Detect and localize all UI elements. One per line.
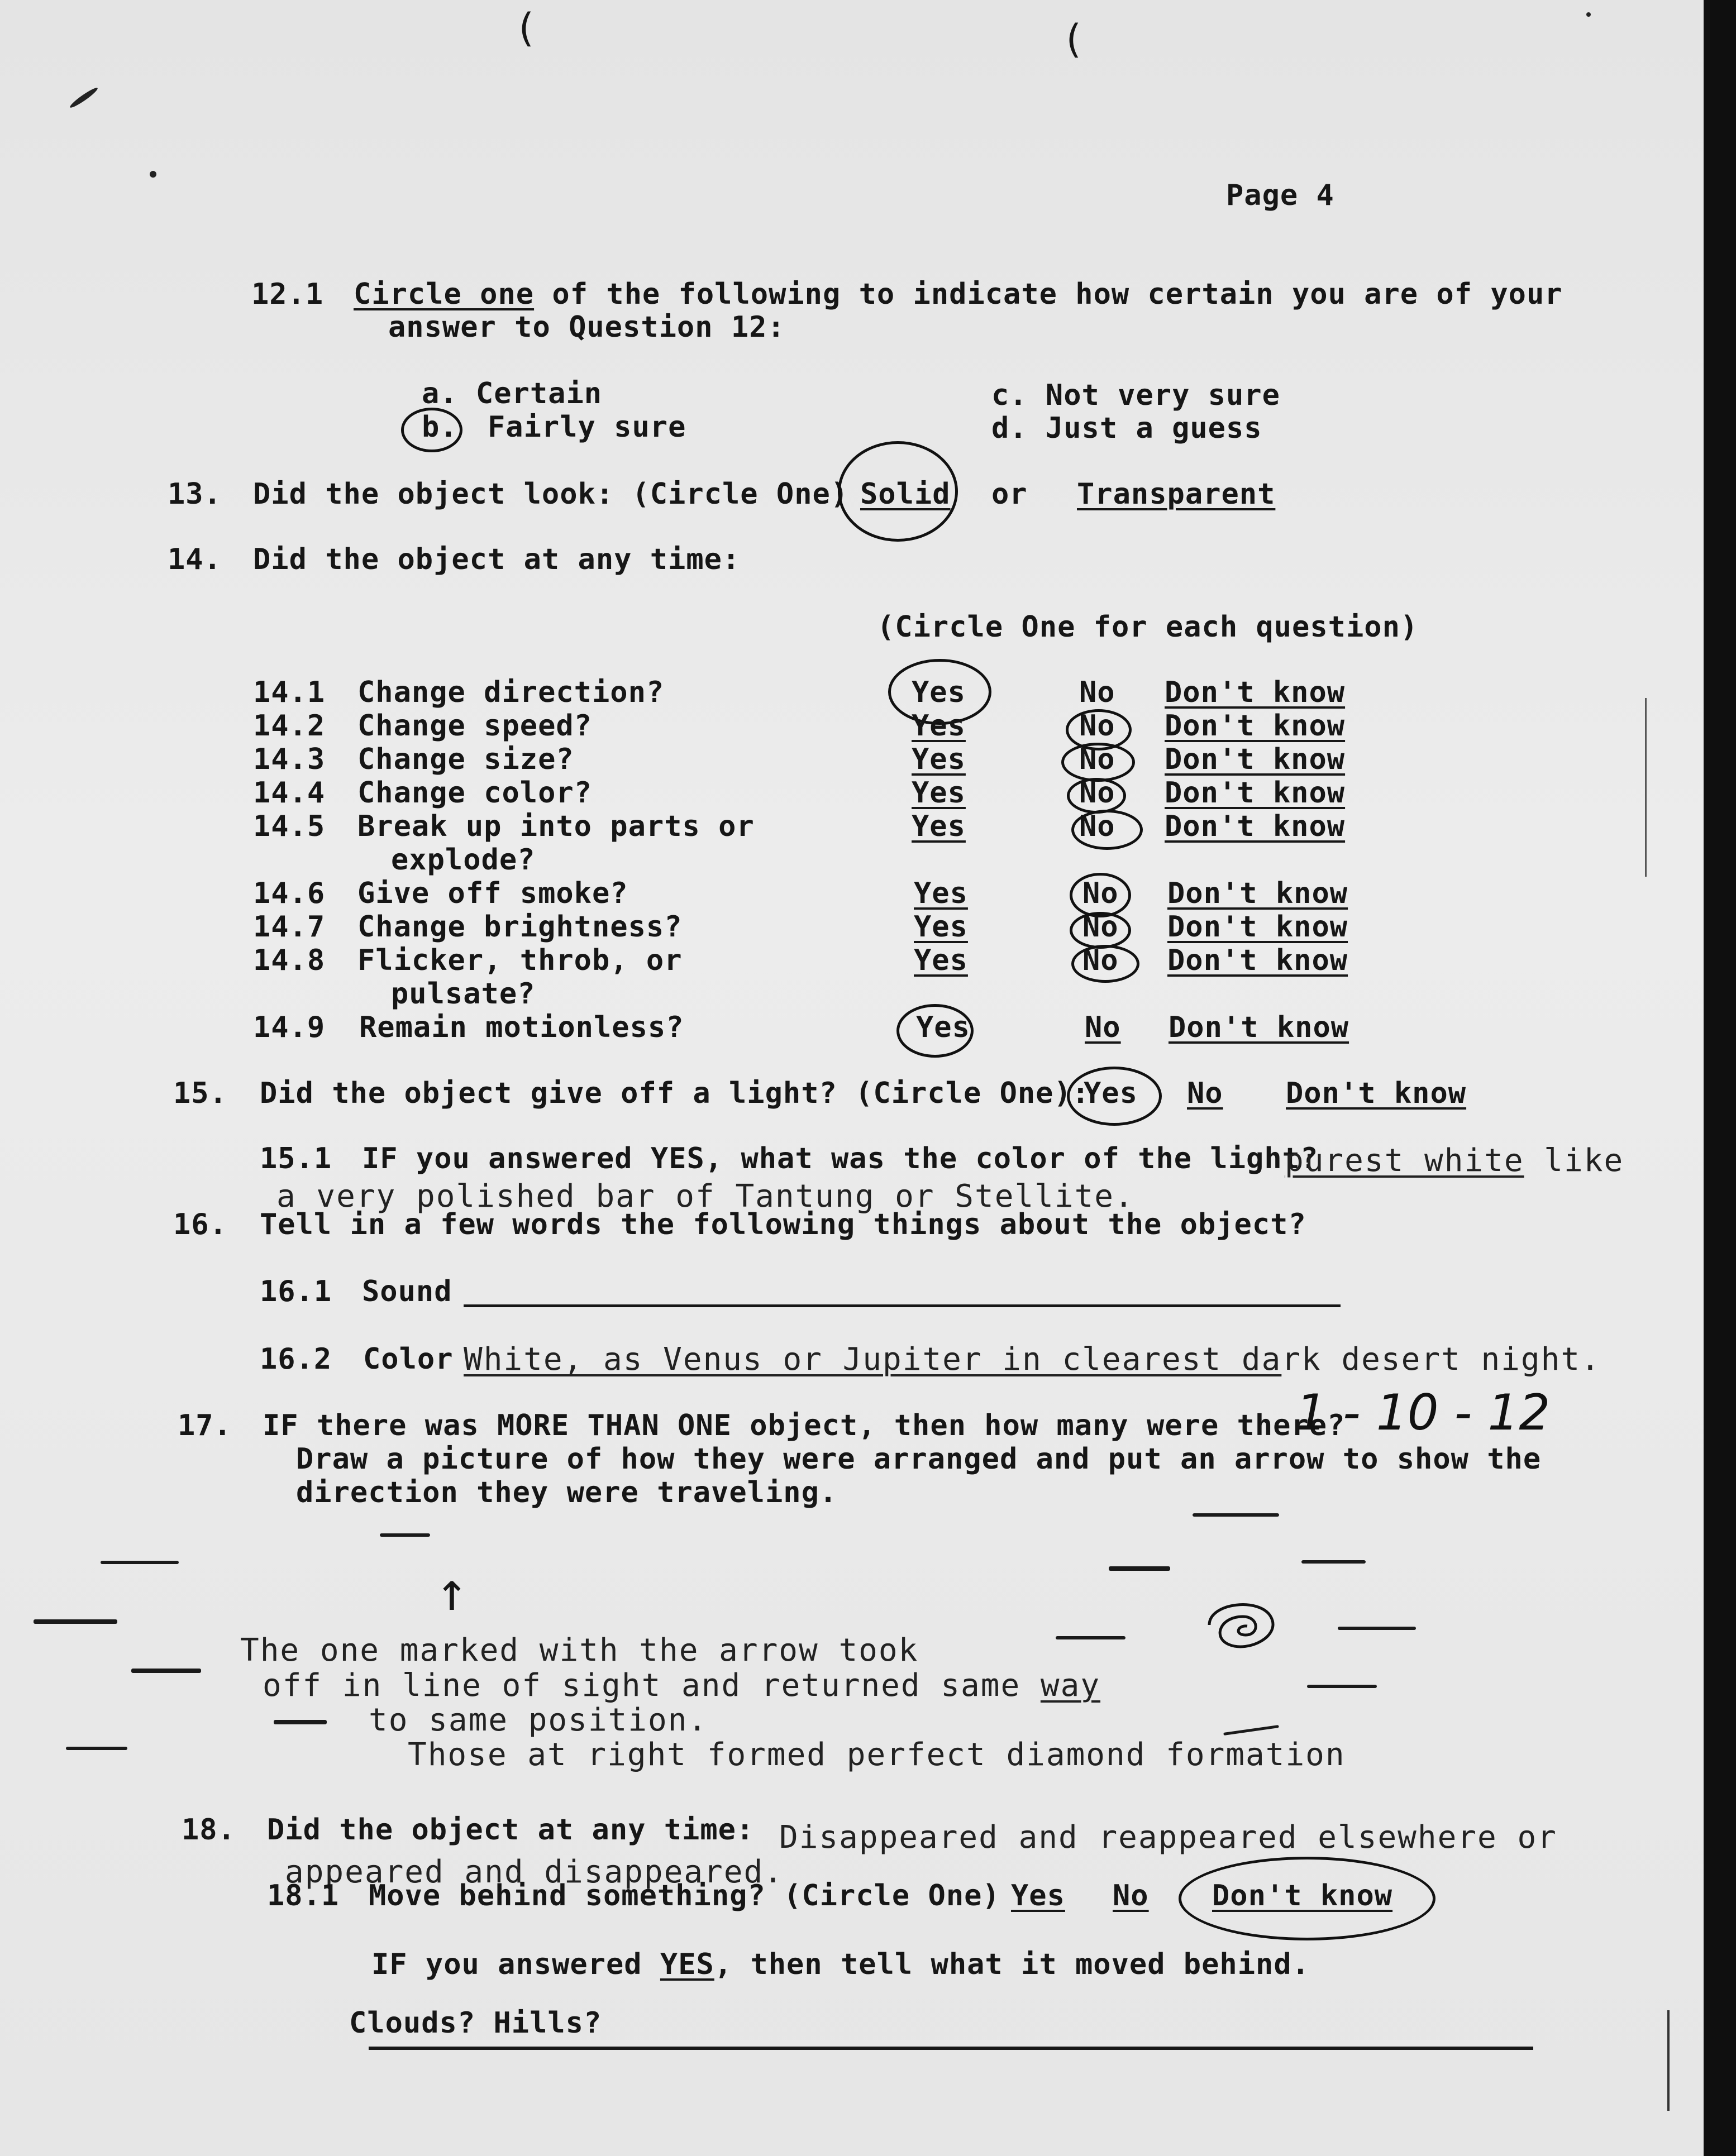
paper-speck (1586, 12, 1591, 17)
q16-number: 16. (173, 1208, 227, 1241)
scan-border (1704, 0, 1736, 2156)
q15-1-number: 15.1 (260, 1142, 332, 1175)
drawn-object (380, 1533, 430, 1537)
q15-text: Did the object give off a light? (Circle One): (260, 1077, 1090, 1110)
q14-item-no: No (1079, 709, 1115, 743)
drawing-note: The one marked with the arrow took (240, 1632, 919, 1669)
q12-1-option-b-letter: b. (422, 410, 458, 444)
answer-circle (401, 408, 462, 452)
answer-circle (896, 1004, 974, 1058)
answer-circle (1071, 810, 1143, 850)
q18-1-followup: IF you answered YES, then tell what it moved behind. (371, 1948, 1310, 1981)
q17-number: 17. (178, 1409, 232, 1442)
q14-item-question: Flicker, throb, or (357, 944, 683, 977)
q14-item-yes: Yes (914, 877, 968, 910)
q16-1-answer-line (464, 1304, 1341, 1307)
q13-option-transparent: Transparent (1077, 477, 1276, 511)
answer-circle (1179, 1857, 1435, 1940)
q14-item-dont-know: Don't know (1165, 776, 1346, 810)
q18-text: Did the object at any time: (267, 1813, 755, 1847)
q14-item-question-cont: explode? (391, 843, 536, 877)
q14-item-yes: Yes (916, 1011, 970, 1044)
drawn-object (1307, 1685, 1377, 1688)
q15-1-answer-cont: a very polished bar of Tantung or Stellite. (276, 1178, 1134, 1215)
q14-item-dont-know: Don't know (1167, 877, 1348, 910)
scribble-object-icon (1198, 1591, 1287, 1658)
drawn-object (1056, 1636, 1125, 1639)
drawn-object (1109, 1566, 1170, 1571)
q16-2-answer: White, as Venus or Jupiter in clearest dark desert night. (464, 1341, 1601, 1378)
margin-mark (1645, 698, 1647, 877)
drawn-object (1301, 1560, 1366, 1564)
drawn-object (34, 1619, 117, 1624)
q13-or: or (991, 477, 1028, 511)
q12-1-text-cont: answer to Question 12: (388, 310, 785, 344)
q15-1-text: IF you answered YES, what was the color of the light? (362, 1142, 1319, 1175)
q14-item-dont-know: Don't know (1165, 743, 1346, 776)
q12-1-option-c: c. Not very sure (991, 379, 1280, 412)
q14-item-question: Change color? (357, 776, 592, 810)
q16-2-number: 16.2 (260, 1342, 332, 1376)
drawn-object (101, 1561, 179, 1564)
q14-item-no: No (1082, 944, 1119, 977)
binder-mark (69, 86, 99, 110)
q14-item-no: No (1079, 776, 1115, 810)
q13-option-solid: Solid (860, 477, 951, 511)
drawing-note: Those at right formed perfect diamond formation (408, 1737, 1346, 1773)
q12-1-option-b: Fairly sure (488, 410, 686, 444)
q14-item-yes: Yes (912, 709, 966, 743)
q18-1-no: No (1113, 1879, 1149, 1913)
answer-circle (838, 441, 958, 542)
q14-item-yes: Yes (912, 676, 966, 709)
q12-1-option-d: d. Just a guess (991, 412, 1262, 445)
drawing-note: off in line of sight and returned same way (263, 1667, 1101, 1704)
q14-item-no: No (1082, 910, 1119, 944)
q14-item-dont-know: Don't know (1167, 944, 1348, 977)
q15-yes: Yes (1084, 1077, 1138, 1110)
drawn-object (131, 1669, 201, 1673)
q14-item-question: Break up into parts or (357, 810, 755, 843)
q14-item-no: No (1079, 810, 1115, 843)
q17-text-cont: direction they were traveling. (296, 1476, 838, 1509)
q14-item-no: No (1079, 743, 1115, 776)
q14-item-no: No (1085, 1011, 1121, 1044)
q12-1-option-a: a. Certain (422, 377, 603, 410)
arrow-icon: ↑ (436, 1560, 469, 1623)
answer-circle (1067, 778, 1126, 814)
q14-text: Did the object at any time: (253, 543, 741, 576)
q14-item-dont-know: Don't know (1169, 1011, 1349, 1044)
q13-number: 13. (168, 477, 222, 511)
drawn-object (1193, 1513, 1279, 1517)
q14-item-number: 14.1 (253, 676, 326, 709)
q15-dont-know: Don't know (1286, 1077, 1467, 1110)
answer-circle (1071, 945, 1139, 983)
q13-text: Did the object look: (Circle One) (253, 477, 849, 511)
q14-item-question: Change brightness? (357, 910, 683, 944)
margin-mark (1667, 2010, 1670, 2111)
q14-number: 14. (168, 543, 222, 576)
q14-item-number: 14.8 (253, 944, 326, 977)
q16-text: Tell in a few words the following things about the object? (260, 1208, 1306, 1241)
paper-speck (150, 171, 156, 178)
q14-item-question: Change size? (357, 743, 574, 776)
q16-2-label: Color (363, 1342, 454, 1376)
q14-item-number: 14.5 (253, 810, 326, 843)
q15-1-answer: purest white like (1285, 1142, 1624, 1179)
q14-item-dont-know: Don't know (1167, 910, 1348, 944)
q14-item-dont-know: Don't know (1165, 676, 1346, 709)
q14-item-yes: Yes (912, 743, 966, 776)
q18-1-number: 18.1 (267, 1879, 340, 1913)
drawn-object (274, 1720, 327, 1724)
paren-mark-right: ( (1061, 16, 1086, 62)
drawn-object (66, 1747, 127, 1750)
q14-item-number: 14.7 (253, 910, 326, 944)
q17-text: IF there was MORE THAN ONE object, then how many were there? (263, 1409, 1346, 1442)
q14-item-dont-know: Don't know (1165, 810, 1346, 843)
q18-1-text: Move behind something? (Circle One) (369, 1879, 1000, 1913)
q18-answer: Disappeared and reappeared elsewhere or (779, 1819, 1557, 1856)
q18-number: 18. (182, 1813, 236, 1847)
q18-1-answer-line (369, 2047, 1533, 2050)
drawn-object (1223, 1725, 1279, 1736)
q17-text-cont: Draw a picture of how they were arranged and put an arrow to show the (296, 1442, 1542, 1476)
q18-1-yes: Yes (1011, 1879, 1065, 1913)
q12-1-number: 12.1 (251, 278, 324, 311)
q14-item-yes: Yes (912, 776, 966, 810)
drawing-note: to same position. (369, 1702, 708, 1738)
q15-number: 15. (173, 1077, 227, 1110)
q14-item-no: No (1079, 676, 1115, 709)
q14-item-number: 14.4 (253, 776, 326, 810)
q14-item-number: 14.3 (253, 743, 326, 776)
q14-item-no: No (1082, 877, 1119, 910)
q14-item-yes: Yes (914, 910, 968, 944)
q14-item-number: 14.2 (253, 709, 326, 743)
q17-count-answer: 1 - 10 - 12 (1296, 1384, 1551, 1441)
q18-1-behind-answer: Clouds? Hills? (349, 2006, 602, 2040)
q14-item-question: Change speed? (357, 709, 592, 743)
q16-1-label: Sound (362, 1275, 452, 1308)
q14-instruction: (Circle One for each question) (877, 610, 1419, 644)
q14-item-question-cont: pulsate? (391, 977, 536, 1011)
q14-item-yes: Yes (912, 810, 966, 843)
q14-item-yes: Yes (914, 944, 968, 977)
answer-circle (1067, 1067, 1162, 1126)
q14-item-number: 14.9 (253, 1011, 326, 1044)
q15-no: No (1187, 1077, 1223, 1110)
paren-mark-left: ( (514, 5, 538, 51)
q14-item-question: Change direction? (357, 676, 665, 709)
page-number: Page 4 (1226, 179, 1334, 212)
q14-item-number: 14.6 (253, 877, 326, 910)
q12-1-text: Circle one of the following to indicate how certain you are of your (354, 278, 1563, 311)
q18-1-dont-know: Don't know (1212, 1879, 1393, 1913)
q14-item-dont-know: Don't know (1165, 709, 1346, 743)
drawn-object (1338, 1627, 1416, 1630)
q14-item-question: Give off smoke? (357, 877, 628, 910)
q14-item-question: Remain motionless? (359, 1011, 684, 1044)
q18-answer-cont: appeared and disappeared. (285, 1854, 784, 1890)
q16-1-number: 16.1 (260, 1275, 332, 1308)
